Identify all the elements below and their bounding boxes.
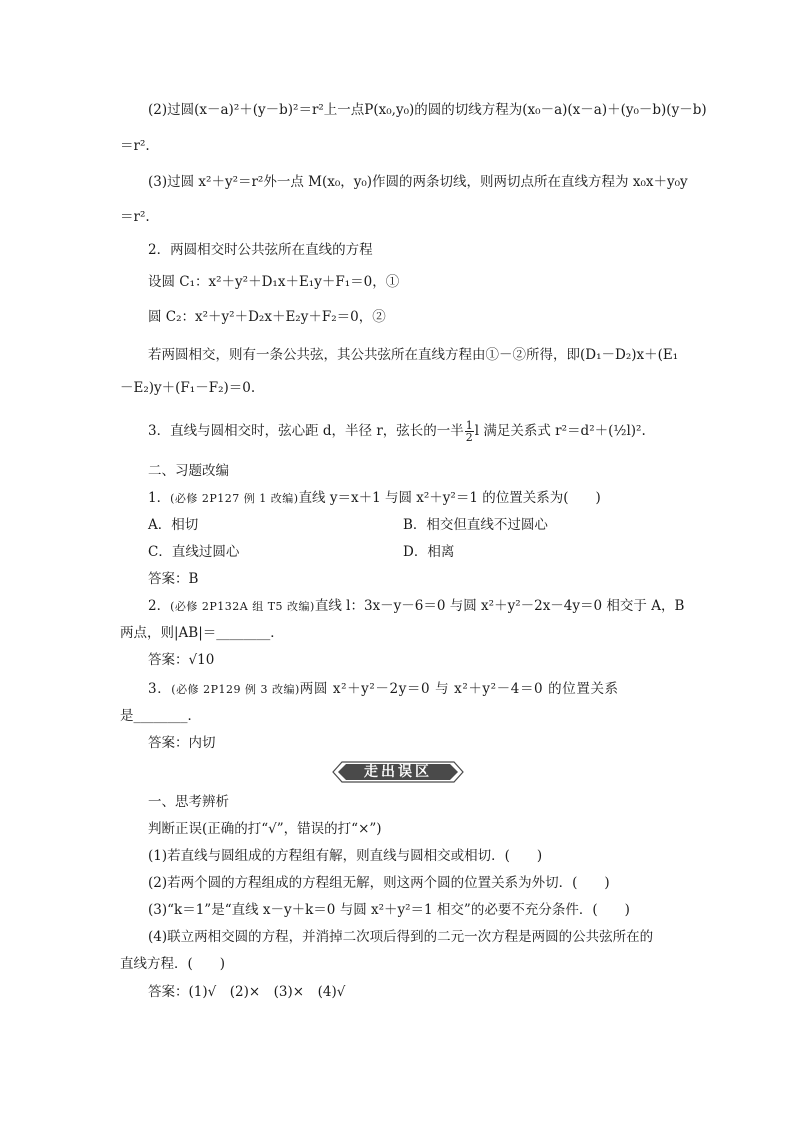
mistakes-banner [332, 761, 464, 783]
exercise-3-answer: 答案：内切 [148, 735, 216, 751]
chord-relation-suffix: ². [636, 423, 646, 439]
exercise-2-text: 直线 l：3x－y－6＝0 与圆 x²＋y²－2x－4y＝0 相交于 A，B [314, 598, 685, 614]
heading-common-chord: 2．两圆相交时公共弦所在直线的方程 [148, 242, 373, 258]
exercise-2-answer: 答案：√10 [148, 652, 215, 668]
statement-1: (1)若直线与圆组成的方程组有解，则直线与圆相交或相切．( ) [148, 848, 543, 864]
tangent-item-2-line2: ＝r². [120, 138, 150, 154]
chord-relation-mid: l 满足关系式 r²＝d²＋ [474, 423, 609, 439]
mistakes-banner-label: 走出误区 [364, 764, 432, 780]
exercise-1-answer: 答案：B [148, 571, 199, 587]
statement-4-line1: (4)联立两相交圆的方程，并消掉二次项后得到的二元一次方程是两圆的公共弦所在的 [148, 929, 654, 945]
tangent-item-3-line1: (3)过圆 x²＋y²＝r²外一点 M(x₀，y₀)作圆的两条切线，则两切点所在直线方程为 x₀x＋y₀y [148, 174, 688, 190]
common-chord-line1: 若两圆相交，则有一条公共弦，其公共弦所在直线方程由①－②所得，即(D₁－D₂)x＋(E₁ [148, 347, 679, 363]
common-chord-line2: －E₂)y＋(F₁－F₂)＝0. [120, 380, 256, 396]
heading-chord-relation [148, 420, 646, 443]
chord-relation-prefix: 3．直线与圆相交时，弦心距 d，半径 r，弦长的一半 [148, 423, 464, 439]
fraction-numerator: 1 [465, 419, 473, 432]
exercise-1 [148, 489, 601, 508]
exercise-2-line2: 两点，则|AB|＝________． [120, 625, 284, 641]
exercise-2 [148, 597, 684, 616]
exercise-1-option-b: B．相交但直线不过圆心 [403, 517, 548, 533]
tangent-item-2-line1: (2)过圆(x－a)²＋(y－b)²＝r²上一点P(x₀,y₀)的圆的切线方程为(x₀－a)(x－a)＋(y₀－b)(y－b) [148, 102, 707, 118]
exercise-1-source: (必修 2P127 例 1 改编) [170, 492, 299, 505]
circle-c2-equation: 圆 C₂：x²＋y²＋D₂x＋E₂y＋F₂＝0，② [148, 309, 386, 325]
tangent-item-3-line2: ＝r². [120, 209, 150, 225]
half-fraction [465, 420, 474, 443]
circle-c1-equation: 设圆 C₁：x²＋y²＋D₁x＋E₁y＋F₁＝0，① [148, 274, 400, 290]
mistakes-section-title: 一、思考辨析 [148, 794, 229, 810]
exercise-3-line2: 是________． [120, 708, 201, 724]
exercise-3-source: (必修 2P129 例 3 改编) [171, 683, 300, 696]
exercises-section-title: 二、习题改编 [148, 463, 229, 479]
statement-4-line2: 直线方程．( ) [120, 956, 226, 972]
mistakes-answer: 答案：(1)√ (2)× (3)× (4)√ [148, 984, 346, 1000]
exercise-1-option-d: D．相离 [403, 544, 455, 560]
fraction-denominator: 2 [465, 431, 473, 444]
exercise-1-option-c: C．直线过圆心 [148, 544, 240, 560]
exercise-3 [148, 680, 619, 699]
exercise-2-number: 2． [148, 598, 171, 614]
exercise-1-number: 1． [148, 490, 171, 506]
statement-2: (2)若两个圆的方程组成的方程组无解，则这两个圆的位置关系为外切．( ) [148, 875, 610, 891]
exercise-3-text: 两圆 x²＋y²－2y＝0 与 x²＋y²－4＝0 的位置关系 [299, 681, 619, 697]
chord-relation-paren: (½l) [608, 423, 637, 439]
exercise-1-option-a: A．相切 [148, 517, 199, 533]
statement-3: (3)“k＝1”是“直线 x－y＋k＝0 与圆 x²＋y²＝1 相交”的必要不充分条件．( ) [148, 902, 630, 918]
exercise-3-number: 3． [148, 681, 172, 697]
mistakes-instruction: 判断正误(正确的打“√”，错误的打“×”) [148, 821, 382, 837]
exercise-2-source: (必修 2P132A 组 T5 改编) [170, 600, 315, 613]
exercise-1-text: 直线 y＝x＋1 与圆 x²＋y²＝1 的位置关系为( ) [298, 490, 601, 506]
